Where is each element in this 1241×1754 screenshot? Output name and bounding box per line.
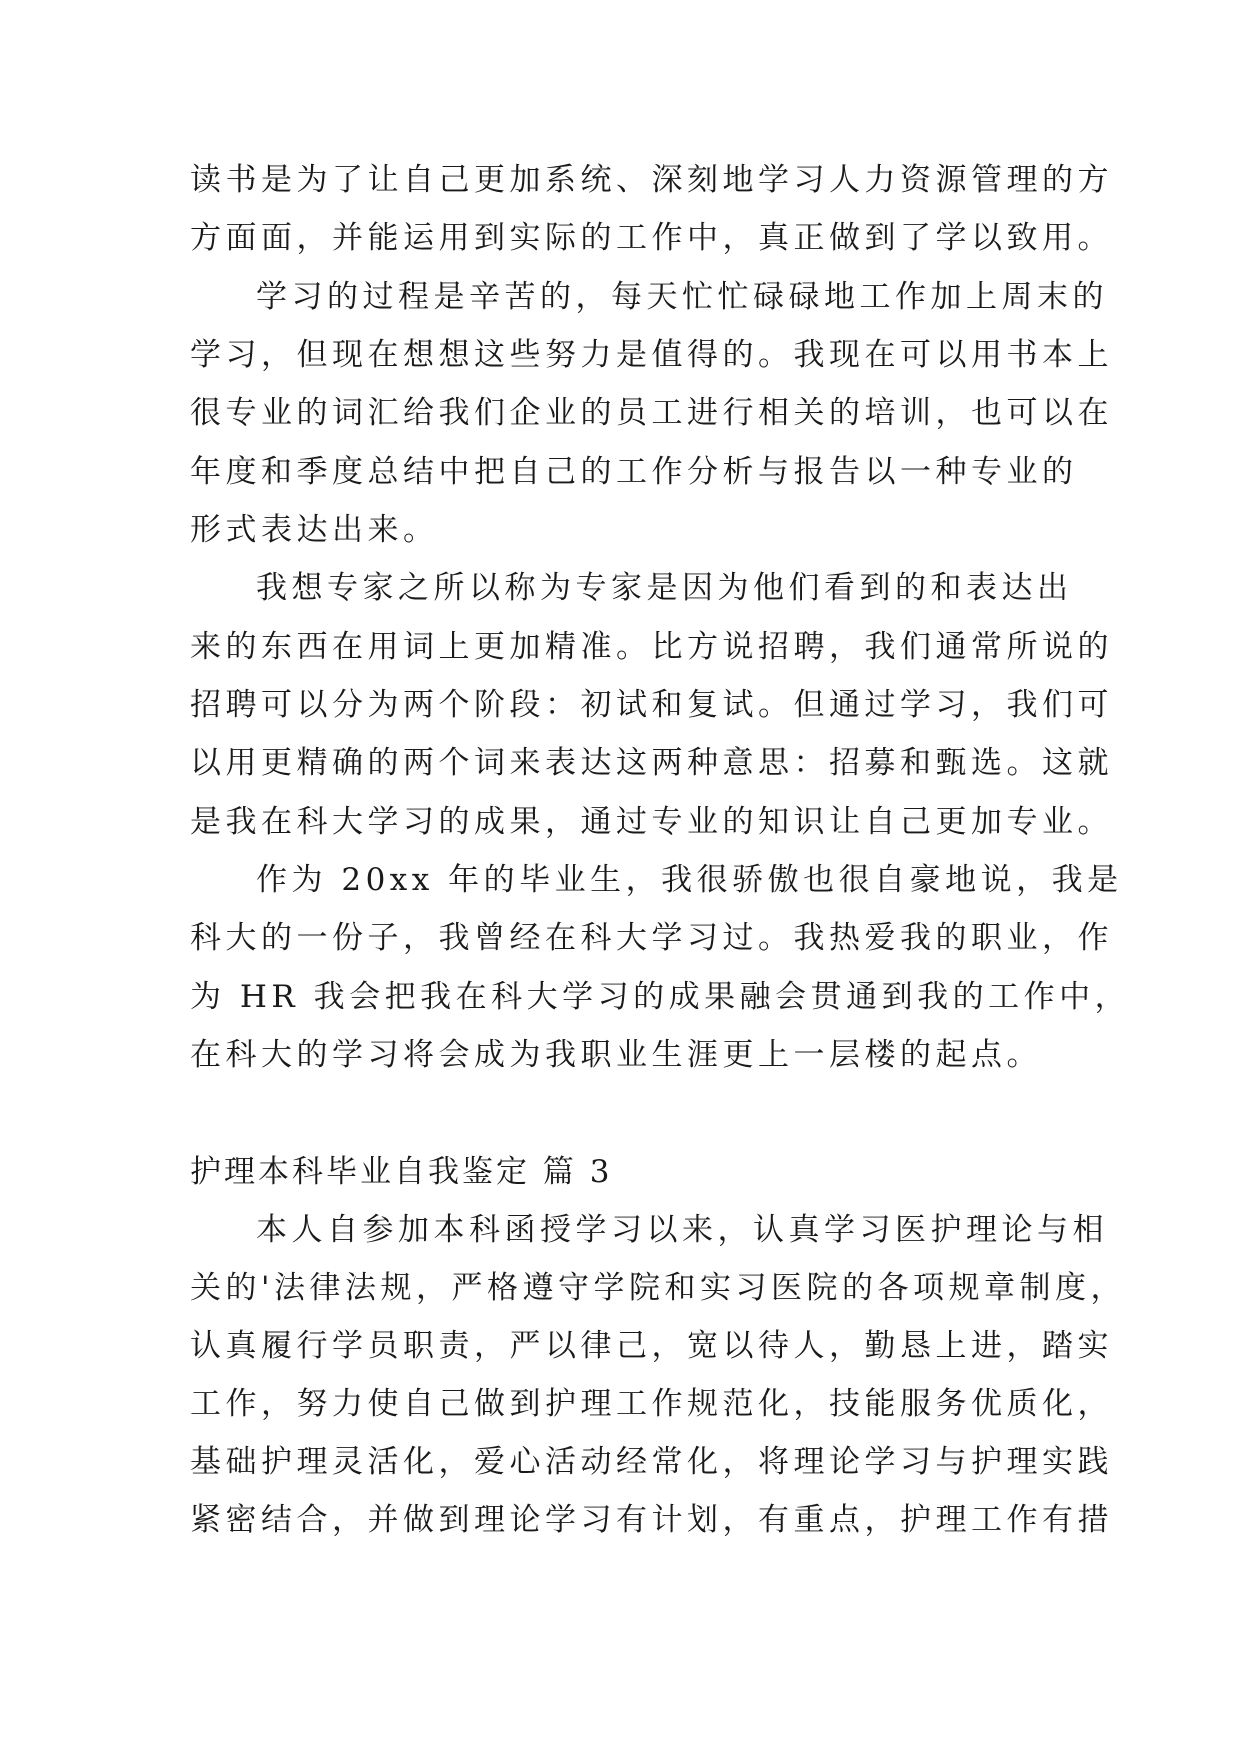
text-line: 本人自参加本科函授学习以来，认真学习医护理论与相 [256,1212,1108,1248]
text-line: 工作，努力使自己做到护理工作规范化，技能服务优质化， [190,1386,1113,1422]
section-title: 护理本科毕业自我鉴定 篇 3 [190,1154,613,1190]
text-line: 以用更精确的两个词来表达这两种意思：招募和甄选。这就 [190,745,1113,781]
text-line: 读书是为了让自己更加系统、深刻地学习人力资源管理的方 [190,162,1113,198]
text-line: 认真履行学员职责，严以律己，宽以待人，勤恳上进，踏实 [190,1328,1113,1364]
text-line: 科大的一份子，我曾经在科大学习过。我热爱我的职业，作 [190,920,1113,956]
text-line: 基础护理灵活化，爱心活动经常化，将理论学习与护理实践 [190,1444,1113,1480]
text-line: 作为 20xx 年的毕业生，我很骄傲也很自豪地说，我是 [256,862,1123,898]
text-line: 年度和季度总结中把自己的工作分析与报告以一种专业的 [190,454,1078,490]
text-line: 形式表达出来。 [190,512,439,548]
text-line: 招聘可以分为两个阶段：初试和复试。但通过学习，我们可 [190,687,1113,723]
text-line: 紧密结合，并做到理论学习有计划，有重点，护理工作有措 [190,1502,1113,1538]
text-line: 来的东西在用词上更加精准。比方说招聘，我们通常所说的 [190,629,1113,665]
text-line: 关的'法律法规，严格遵守学院和实习医院的各项规章制度， [190,1270,1127,1306]
text-line: 学习的过程是辛苦的，每天忙忙碌碌地工作加上周末的 [256,279,1108,315]
text-line: 为 HR 我会把我在科大学习的成果融会贯通到我的工作中， [190,979,1131,1015]
text-line: 我想专家之所以称为专家是因为他们看到的和表达出 [256,570,1073,606]
text-line: 方面面，并能运用到实际的工作中，真正做到了学以致用。 [190,220,1113,256]
text-line: 在科大的学习将会成为我职业生涯更上一层楼的起点。 [190,1037,1042,1073]
text-line: 很专业的词汇给我们企业的员工进行相关的培训，也可以在 [190,395,1113,431]
text-line: 是我在科大学习的成果，通过专业的知识让自己更加专业。 [190,804,1113,840]
text-line: 学习，但现在想想这些努力是值得的。我现在可以用书本上 [190,337,1113,373]
